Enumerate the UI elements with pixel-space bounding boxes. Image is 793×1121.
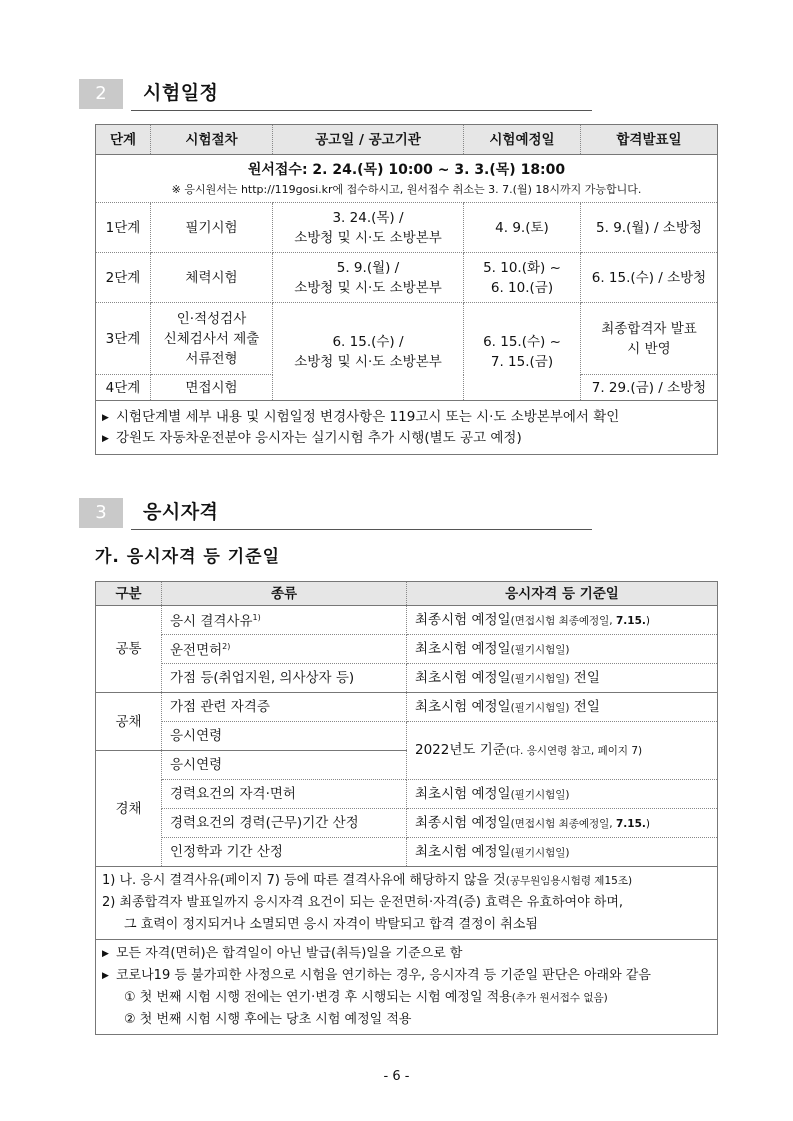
column-header: 종류 (162, 582, 407, 606)
result-cell: 6. 15.(수) / 소방청 (581, 253, 718, 303)
table-header-row (96, 582, 718, 606)
procedure-cell: 필기시험 (151, 203, 273, 253)
kind-cell: 운전면허$^{2)}$ (162, 635, 407, 664)
procedure-cell: 인·적성검사 신체검사서 제출 서류전형 (151, 303, 273, 375)
section-title: 시험일정 (143, 82, 219, 104)
kind-cell: 경력요건의 자격·면허 (162, 780, 407, 809)
column-header: 응시자격 등 기준일 (407, 582, 718, 606)
table-header-row (96, 125, 718, 155)
date-basis-cell: 최종시험 예정일(면접시험 최종예정일, 7.15.) (407, 809, 718, 838)
footnotes-row (96, 867, 718, 940)
section-2-header (79, 79, 592, 109)
date-basis-cell: 2022년도 기준(다. 응시연령 참고, 페이지 7) (407, 722, 718, 780)
note-item: ▶ 시험단계별 세부 내용 및 시험일정 변경사항은 119고시 또는 시·도 소방본부에서 확인 (102, 407, 711, 428)
triangle-bullet-icon: ▶ (102, 949, 109, 959)
section-number: 2 (79, 79, 123, 109)
kind-cell: 응시연령 (162, 722, 407, 751)
notes-row (96, 940, 718, 1035)
kind-cell: 인정학과 기간 산정 (162, 838, 407, 867)
date-basis-cell: 최종시험 예정일(면접시험 최종예정일, 7.15.) (407, 606, 718, 635)
category-cell: 경채 (96, 751, 162, 867)
table-row (96, 780, 718, 809)
application-note: ※ 응시원서는 http://119gosi.kr에 접수하시고, 원서접수 취소는 3. 7.(월) 18시까지 가능합니다. (171, 183, 642, 196)
column-header: 단계 (96, 125, 151, 155)
note-item: ▶ 모든 자격(면허)은 합격일이 아닌 발급(취득)일을 기준으로 함 (102, 943, 711, 965)
note-item: ▶ 강원도 자동차운전분야 응시자는 실기시험 추가 시행(별도 공고 예정) (102, 428, 711, 449)
footnote-2: 2) 최종합격자 발표일까지 응시자격 요건이 되는 운전면허·자격(증) 효력은 유효하여야 하며, (102, 895, 624, 910)
table-row (96, 809, 718, 838)
table-row (96, 253, 718, 303)
result-cell: 최종합격자 발표 시 반영 (581, 303, 718, 375)
footnote-1: 1) 나. 응시 결격사유(페이지 7) 등에 따른 결격사유에 해당하지 않을 것(공무원임용시험령 제15조) (102, 873, 633, 888)
page-number: - 6 - (383, 1069, 410, 1084)
triangle-bullet-icon: ▶ (102, 433, 109, 444)
date-basis-cell: 최초시험 예정일(필기시험일) (407, 635, 718, 664)
notice-cell: 3. 24.(목) / 소방청 및 시·도 소방본부 (273, 203, 464, 253)
category-cell: 공통 (96, 606, 162, 693)
notice-cell: 6. 15.(수) / 소방청 및 시·도 소방본부 (273, 303, 464, 401)
application-period: 원서접수: 2. 24.(목) 10:00 ~ 3. 3.(목) 18:00 (247, 162, 566, 178)
column-header: 합격발표일 (581, 125, 718, 155)
exam-date-cell: 5. 10.(화) ~ 6. 10.(금) (464, 253, 581, 303)
triangle-bullet-icon: ▶ (102, 971, 109, 981)
procedure-cell: 면접시험 (151, 375, 273, 401)
application-row (96, 155, 718, 203)
kind-cell: 가점 등(취업지원, 의사상자 등) (162, 664, 407, 693)
date-basis-cell: 최초시험 예정일(필기시험일) 전일 (407, 664, 718, 693)
category-cell: 공채 (96, 693, 162, 751)
table-row (96, 838, 718, 867)
section-rule (131, 529, 592, 530)
kind-cell: 경력요건의 경력(근무)기간 산정 (162, 809, 407, 838)
section-3-header (79, 498, 592, 528)
exam-date-cell: 6. 15.(수) ~ 7. 15.(금) (464, 303, 581, 401)
subsection-title: 가. 응시자격 등 기준일 (95, 547, 281, 567)
column-header: 시험예정일 (464, 125, 581, 155)
date-basis-cell: 최초시험 예정일(필기시험일) (407, 780, 718, 809)
notice-cell: 5. 9.(월) / 소방청 및 시·도 소방본부 (273, 253, 464, 303)
table-row (96, 722, 718, 751)
stage-cell: 1단계 (96, 203, 151, 253)
section-rule (131, 110, 592, 111)
stage-cell: 4단계 (96, 375, 151, 401)
procedure-cell: 체력시험 (151, 253, 273, 303)
kind-cell: 가점 관련 자격증 (162, 693, 407, 722)
note-subitem: ② 첫 번째 시험 시행 후에는 당초 시험 예정일 적용 (124, 1012, 412, 1027)
result-cell: 7. 29.(금) / 소방청 (581, 375, 718, 401)
table-row (96, 203, 718, 253)
stage-cell: 2단계 (96, 253, 151, 303)
table-row (96, 635, 718, 664)
column-header: 시험절차 (151, 125, 273, 155)
result-cell: 5. 9.(월) / 소방청 (581, 203, 718, 253)
note-item: ▶ 코로나19 등 불가피한 사정으로 시험을 연기하는 경우, 응시자격 등 기준일 판단은 아래와 같음 (102, 965, 711, 987)
exam-date-cell: 4. 9.(토) (464, 203, 581, 253)
date-basis-cell: 최초시험 예정일(필기시험일) (407, 838, 718, 867)
table-row (96, 303, 718, 375)
stage-cell: 3단계 (96, 303, 151, 375)
section-title: 응시자격 (143, 501, 219, 523)
column-header: 공고일 / 공고기관 (273, 125, 464, 155)
triangle-bullet-icon: ▶ (102, 412, 109, 423)
section-number: 3 (79, 498, 123, 528)
table-row (96, 664, 718, 693)
notes-row (96, 401, 718, 455)
note-subitem: ① 첫 번째 시험 시행 전에는 연기·변경 후 시행되는 시험 예정일 적용(추가 원서접수 없음) (124, 990, 608, 1005)
table-row (96, 606, 718, 635)
column-header: 구분 (96, 582, 162, 606)
date-basis-cell: 최초시험 예정일(필기시험일) 전일 (407, 693, 718, 722)
exam-schedule-table (95, 124, 718, 455)
table-row (96, 693, 718, 722)
eligibility-reference-table (95, 581, 718, 1035)
kind-cell: 응시연령 (162, 751, 407, 780)
kind-cell: 응시 결격사유$^{1)}$ (162, 606, 407, 635)
footnote-2-continued: 그 효력이 정지되거나 소멸되면 응시 자격이 박탈되고 합격 결정이 취소됨 (124, 917, 538, 932)
